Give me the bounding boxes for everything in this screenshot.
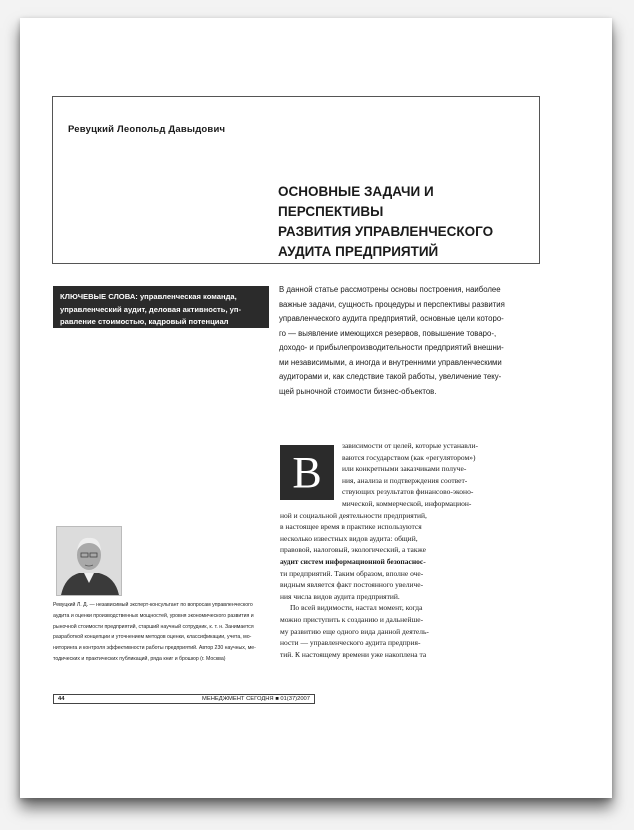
article-body xyxy=(280,440,538,660)
bio-line: рыночной стоимости предприятий, старший научный сотрудник, к. т. н. Занимается xyxy=(53,623,254,630)
body-line: ния числа видов аудита предприятий. xyxy=(280,591,400,601)
body-line: или конкретными заказчиками получе- xyxy=(342,464,467,474)
drop-cap: В xyxy=(280,445,334,500)
page-number: 44 xyxy=(58,696,65,702)
body-line: в настоящее время в практике используются xyxy=(280,522,422,532)
keywords-box xyxy=(53,286,269,328)
abstract-line: аудиторами и, как следствие такой работы, увеличение теку- xyxy=(279,372,502,381)
body-line: несколько известных видов аудита: общий, xyxy=(280,533,418,543)
bio-line: Ревуцкий Л. Д. — независимый эксперт-консультант по вопросам управленческого xyxy=(53,602,253,608)
title-line: ОСНОВНЫЕ ЗАДАЧИ И ПЕРСПЕКТИВЫ xyxy=(278,184,434,219)
body-line: правовой, налоговый, экологический, а также xyxy=(280,545,426,555)
bio-line: тодических и практических публикаций, ряда книг и брошюр (г. Москва) xyxy=(53,655,226,662)
abstract xyxy=(279,283,541,399)
abstract-line: ми независимыми, а иногда и внутренними управленческими xyxy=(279,357,502,367)
portrait-image xyxy=(57,527,121,595)
abstract-line: доходо- и прибылепроизводительности предприятий внешни- xyxy=(279,343,504,352)
author-photo xyxy=(56,526,122,596)
body-line: ствующих результатов финансово-эконо- xyxy=(342,487,474,497)
keywords-line: равление стоимостью, кадровый потенциал xyxy=(60,317,229,326)
abstract-line: управленческого аудита предприятий, основные цели которо- xyxy=(279,314,504,323)
body-line: зависимости от целей, которые устанавли- xyxy=(342,441,478,450)
keywords-line: КЛЮЧЕВЫЕ СЛОВА: управленческая команда, xyxy=(60,292,237,301)
abstract-line: го — выявление имеющихся резервов, повышение товаро-, xyxy=(279,328,497,338)
bio-line: ниторинга и контроля эффективности работы предприятий. Автор 230 научных, ме- xyxy=(53,645,256,652)
body-line: тий. К настоящему времени уже накоплена та xyxy=(280,649,427,659)
author-name: Ревуцкий Леопольд Давыдович xyxy=(68,124,226,135)
body-line: По всей видимости, настал момент, когда xyxy=(290,603,423,613)
keywords-line: управленческий аудит, деловая активность, уп- xyxy=(60,304,241,314)
body-line: аудит систем информационной безопаснос- xyxy=(280,556,426,566)
title-line: АУДИТА ПРЕДПРИЯТИЙ xyxy=(278,244,439,259)
title-line: РАЗВИТИЯ УПРАВЛЕНЧЕСКОГО xyxy=(278,224,494,239)
abstract-line: важные задачи, сущность процедуры и перспективы развития xyxy=(279,299,505,309)
body-line: можно приступить к созданию и дальнейше- xyxy=(280,614,424,624)
bio-line: аудита и оценки производственных мощностей, уровня экономического развития и xyxy=(53,612,254,619)
body-line: мической, коммерческой, информацион- xyxy=(342,498,472,508)
abstract-line: В данной статье рассмотрены основы построения, наиболее xyxy=(279,285,501,294)
body-line: ваются государством (как «регулятором») xyxy=(342,452,476,462)
body-line: ния, анализа и подтверждения соответ- xyxy=(342,475,468,485)
body-line: му развитию еще одного вида данной деятель- xyxy=(280,626,429,636)
body-line: ности — управленческого аудита предприя- xyxy=(280,638,421,648)
page-footer xyxy=(53,694,315,704)
body-line: видным является факт постоянного увеличе- xyxy=(280,580,424,590)
body-line: ной и социальной деятельности предприятий, xyxy=(280,510,427,520)
abstract-line: щей рыночной стоимости бизнес-объектов. xyxy=(279,386,437,396)
bio-line: разработкой концепции и уточнением методов оценки, классификации, учета, мо- xyxy=(53,634,252,641)
body-line: ти предприятий. Таким образом, вполне оче- xyxy=(280,568,424,578)
author-bio xyxy=(53,600,315,665)
journal-name: МЕНЕДЖМЕНТ СЕГОДНЯ ■ 01(37)2007 xyxy=(202,696,310,702)
article-title xyxy=(278,182,533,262)
